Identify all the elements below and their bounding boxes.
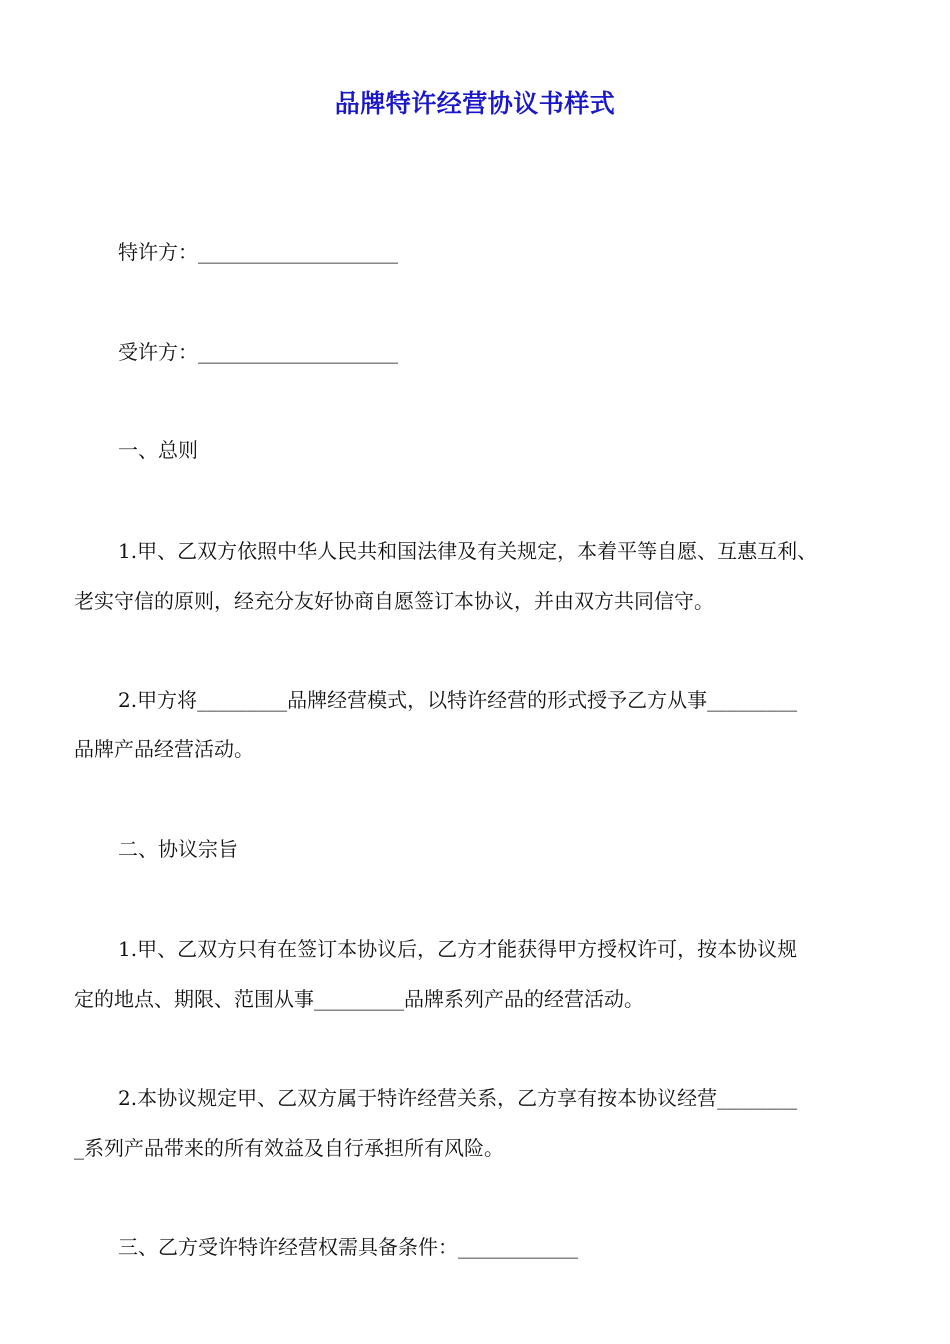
- franchisee-label: 受许方：: [118, 340, 198, 364]
- document-title: 品牌特许经营协议书样式: [334, 89, 616, 118]
- franchisor-line: [118, 240, 398, 264]
- s2-p2-text-a: 2.本协议规定甲、乙双方属于特许经营关系，乙方享有按本协议经营: [118, 1086, 718, 1110]
- s1-p2-line1: [118, 688, 797, 712]
- section3-blank: ____________: [458, 1235, 578, 1259]
- s1-p2-text-a: 2.甲方将: [118, 688, 198, 712]
- s2-p1-text-a: 定的地点、期限、范围从事: [74, 987, 314, 1011]
- s2-p2-line1: [118, 1086, 797, 1110]
- s2-p1-line1: 1.甲、乙双方只有在签订本协议后，乙方才能获得甲方授权许可，按本协议规: [118, 937, 798, 961]
- franchisee-blank: ____________________: [198, 340, 398, 364]
- s1-p2-text-b: 品牌经营模式，以特许经营的形式授予乙方从事: [287, 688, 708, 712]
- s2-p2-line2: _系列产品带来的所有效益及自行承担所有风险。: [74, 1136, 504, 1160]
- s1-p1-line1: 1.甲、乙双方依照中华人民共和国法律及有关规定，本着平等自愿、互惠互利、: [118, 539, 818, 563]
- s1-p2-blank2: _________: [707, 688, 798, 712]
- s1-p2-blank1: _________: [197, 688, 288, 712]
- franchisee-line: [118, 340, 398, 364]
- franchisor-blank: ____________________: [198, 240, 398, 264]
- section1-heading: 一、总则: [118, 438, 198, 462]
- s2-p2-blank: ________: [717, 1086, 798, 1110]
- section3-heading-line: [118, 1235, 578, 1259]
- s1-p2-line2: 品牌产品经营活动。: [74, 737, 254, 761]
- s2-p1-text-b: 品牌系列产品的经营活动。: [404, 987, 644, 1011]
- s2-p1-line2: [74, 987, 644, 1011]
- franchisor-label: 特许方：: [118, 240, 198, 264]
- section2-heading: 二、协议宗旨: [118, 837, 238, 861]
- s1-p1-line2: 老实守信的原则，经充分友好协商自愿签订本协议，并由双方共同信守。: [74, 589, 714, 613]
- s2-p1-blank: _________: [314, 987, 404, 1011]
- section3-heading: 三、乙方受许特许经营权需具备条件：: [118, 1235, 458, 1259]
